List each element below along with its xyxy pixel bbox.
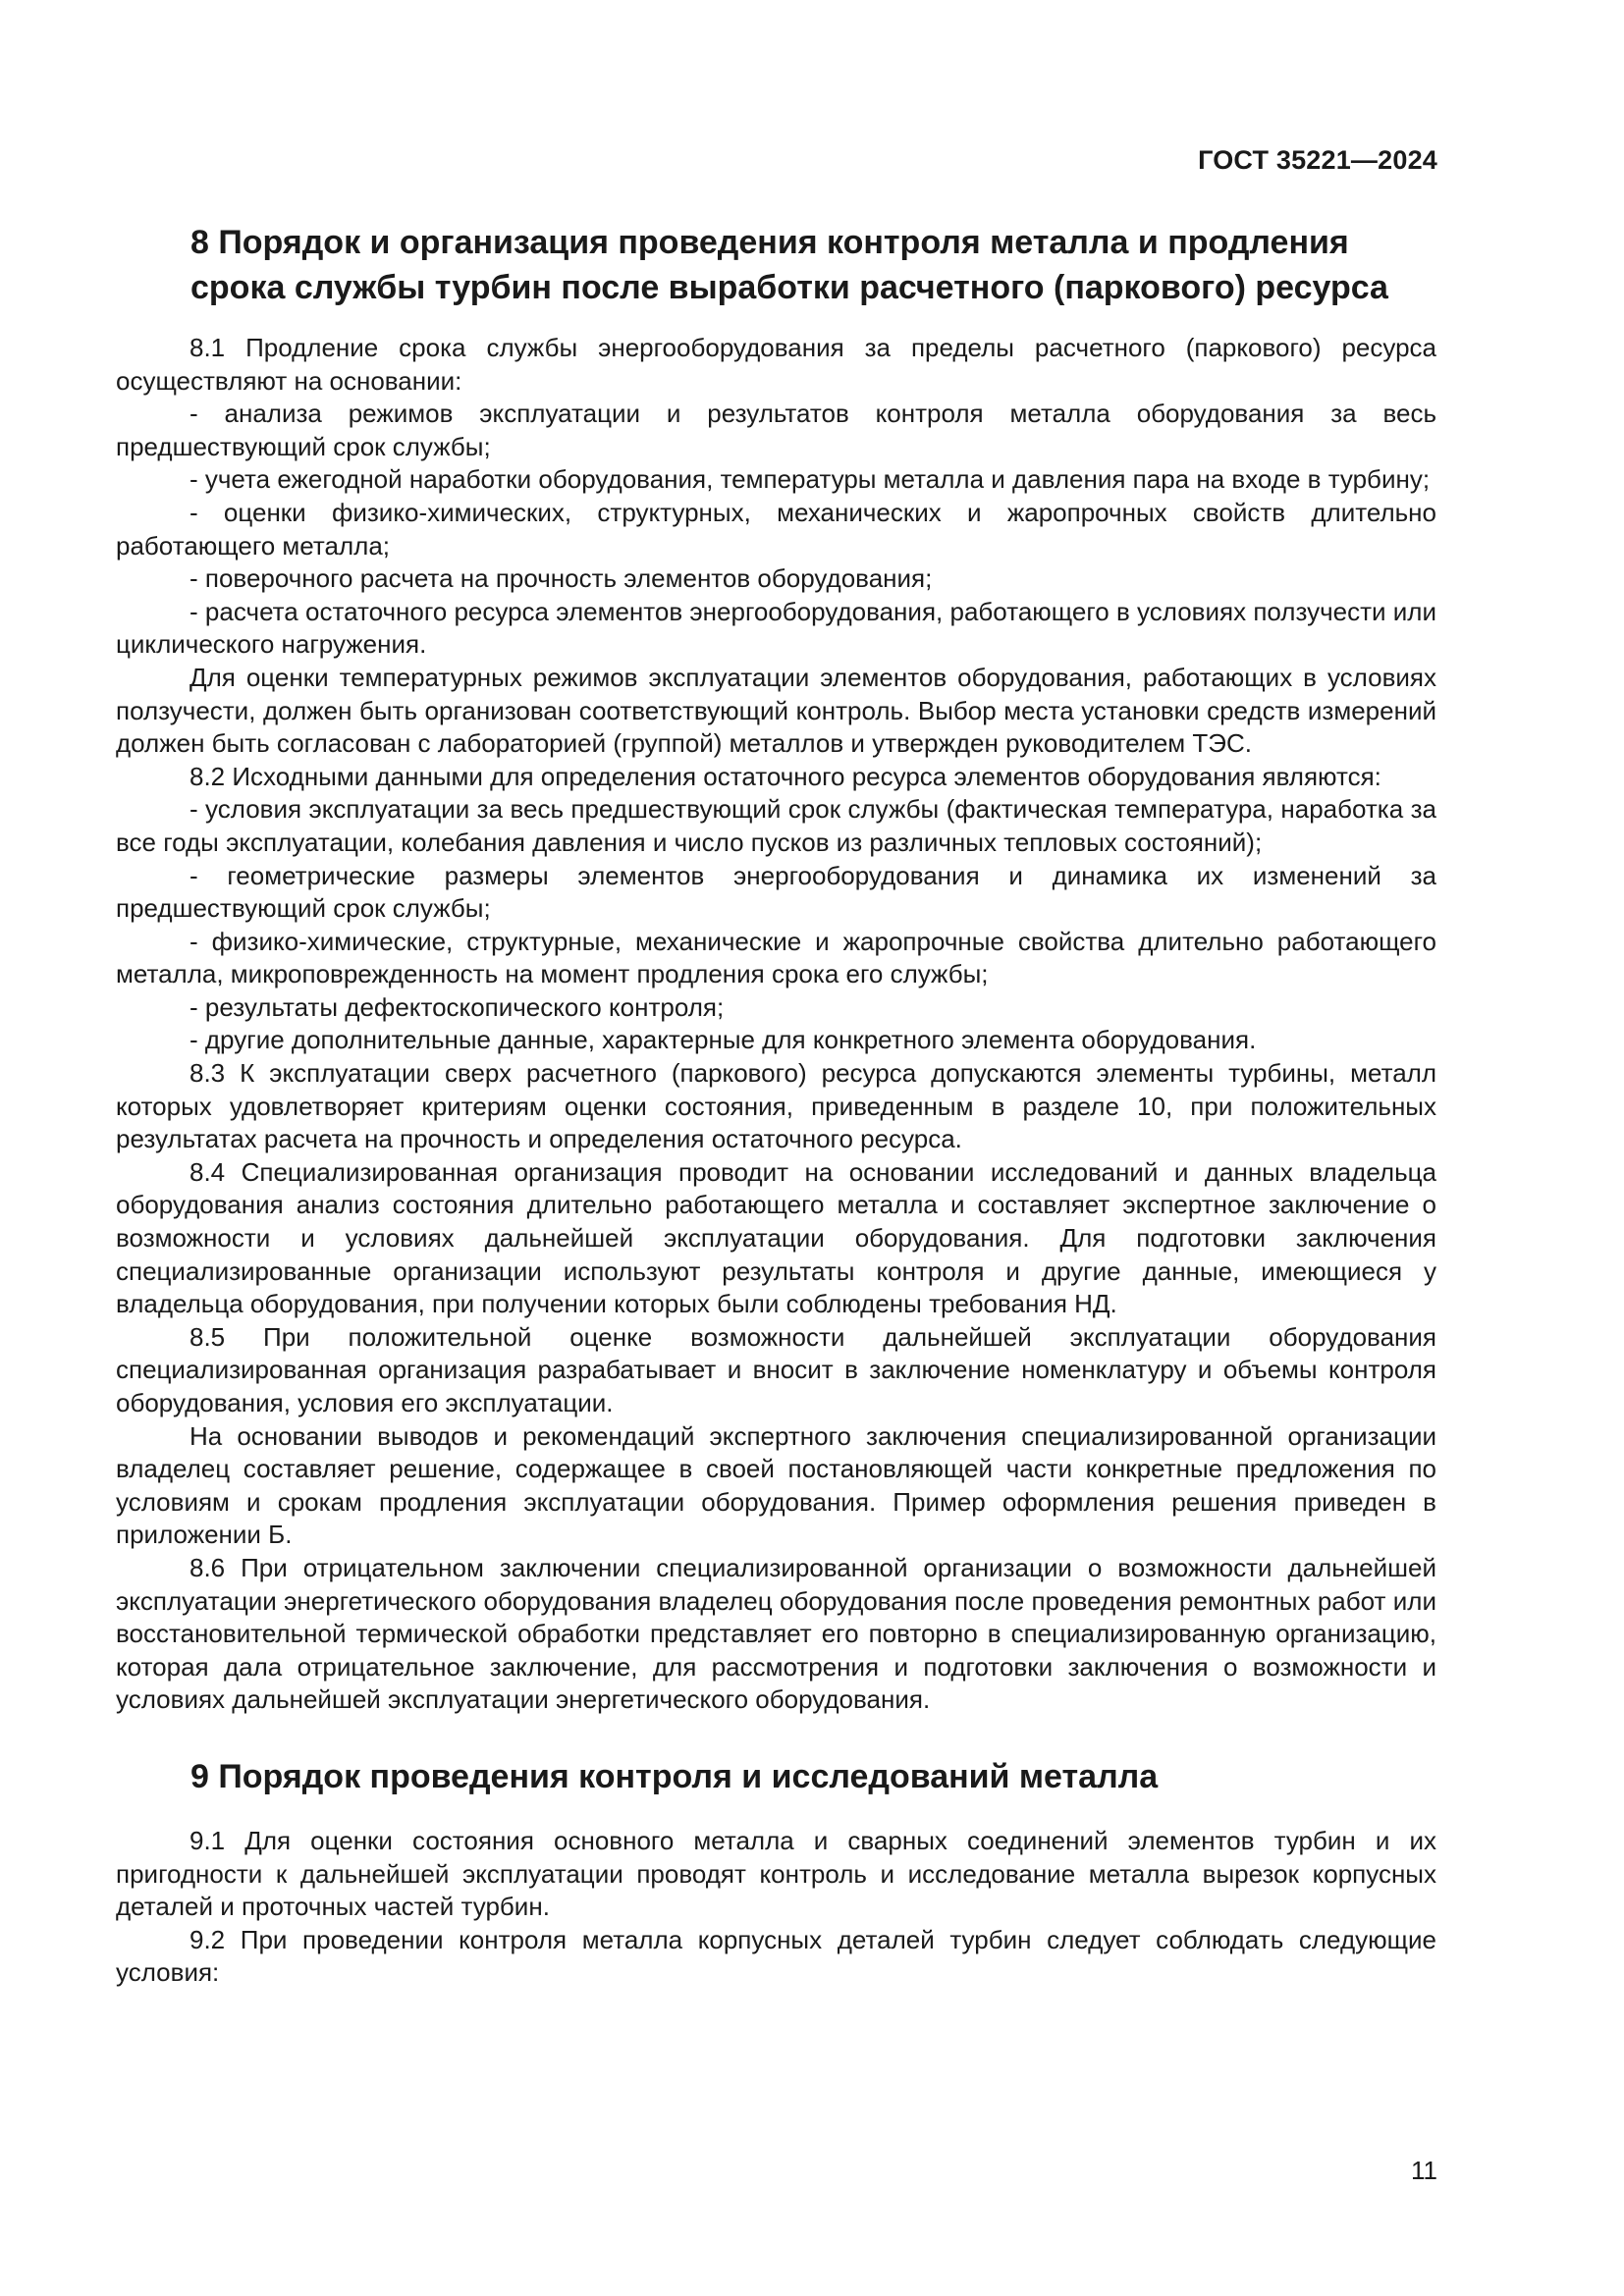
paragraph-8-2: 8.2 Исходными данными для определения остаточного ресурса элементов оборудования являются: bbox=[189, 761, 1381, 791]
paragraph-8-3: 8.3 К эксплуатации сверх расчетного (паркового) ресурса допускаются элементы турбины, металл которых удовлетворяет критериям оценки состояния, приведенным в разделе 10, при положительных результатах расчета на прочность и определения остаточного ресурса. bbox=[116, 1058, 1436, 1154]
paragraph-8-1: 8.1 Продление срока службы энергооборудования за пределы расчетного (паркового) ресурса осуществляют на основании: bbox=[116, 333, 1436, 396]
list-item: - учета ежегодной наработки оборудования, температуры металла и давления пара на входе в турбину; bbox=[189, 464, 1431, 495]
page-number: 11 bbox=[1411, 2156, 1437, 2185]
list-item: - расчета остаточного ресурса элементов энергооборудования, работающего в условиях ползучести или циклического нагружения. bbox=[116, 596, 1436, 660]
list-item: - поверочного расчета на прочность элементов оборудования; bbox=[189, 563, 933, 594]
paragraph-8-5: 8.5 При положительной оценке возможности дальнейшей эксплуатации оборудования специализированная организация разрабатывает и вносит в заключение номенклатуру и объемы контроля оборудования, условия его эксплуатации. bbox=[116, 1321, 1436, 1417]
list-item: - анализа режимов эксплуатации и результатов контроля металла оборудования за весь предшествующий срок службы; bbox=[116, 399, 1436, 461]
paragraph-9-1: 9.1 Для оценки состояния основного металла и сварных соединений элементов турбин и их пригодности к дальнейшей эксплуатации проводят контроль и исследование металла вырезок корпусных деталей и проточных частей турбин. bbox=[116, 1825, 1436, 1922]
list-item: - результаты дефектоскопического контроля; bbox=[189, 991, 725, 1022]
page-content bbox=[116, 220, 1436, 1990]
list-item: - геометрические размеры элементов энергооборудования и динамика их изменений за предшествующий срок службы; bbox=[116, 860, 1436, 924]
document-code-header: ГОСТ 35221—2024 bbox=[1198, 145, 1437, 175]
paragraph: Для оценки температурных режимов эксплуатации элементов оборудования, работающих в условиях ползучести, должен быть организован соответствующий контроль. Выбор места установки средств измерений должен быть согласован с лабораторией (группой) металлов и утвержден руководителем ТЭС. bbox=[116, 662, 1436, 759]
list-item: - оценки физико-химических, структурных, механических и жаропрочных свойств длительно работающего металла; bbox=[116, 497, 1436, 561]
section-9-body bbox=[116, 1825, 1436, 1990]
paragraph-8-4: 8.4 Специализированная организация проводит на основании исследований и данных владельца оборудования анализ состояния длительно работающего металла и составляет экспертное заключение о возможности и условиях дальнейшей эксплуатации оборудования. Для подготовки заключения специализированные организации используют результаты контроля и другие данные, имеющиеся у владельца оборудования, при получении которых были соблюдены требования НД. bbox=[116, 1156, 1436, 1319]
section-9-heading: 9 Порядок проведения контроля и исследований металла bbox=[190, 1757, 1159, 1795]
section-8-body bbox=[116, 332, 1436, 1717]
list-item: - условия эксплуатации за весь предшествующий срок службы (фактическая температура, наработка за все годы эксплуатации, колебания давления и число пусков из различных тепловых состояний); bbox=[116, 794, 1436, 857]
list-item: - физико-химические, структурные, механические и жаропрочные свойства длительно работающего металла, микроповрежденность на момент продления срока его службы; bbox=[116, 926, 1436, 989]
list-item: - другие дополнительные данные, характерные для конкретного элемента оборудования. bbox=[189, 1025, 1257, 1055]
paragraph-9-2: 9.2 При проведении контроля металла корпусных деталей турбин следует соблюдать следующие условия: bbox=[116, 1924, 1436, 1988]
paragraph: На основании выводов и рекомендаций экспертного заключения специализированной организации владелец составляет решение, содержащее в своей постановляющей части конкретные предложения по условиям и срокам продления эксплуатации оборудования. Пример оформления решения приведен в приложении Б. bbox=[116, 1420, 1436, 1550]
section-8-heading: 8 Порядок и организация проведения контроля металла и продления срока службы турбин после выработки расчетного (паркового) ресурса bbox=[190, 224, 1388, 306]
paragraph-8-6: 8.6 При отрицательном заключении специализированной организации о возможности дальнейшей эксплуатации энергетического оборудования владелец оборудования после проведения ремонтных работ или восстановительной термической обработки представляет его повторно в специализированную организацию, которая дала отрицательное заключение, для рассмотрения и подготовки заключения о возможности и условиях дальнейшей эксплуатации энергетического оборудования. bbox=[116, 1552, 1436, 1715]
